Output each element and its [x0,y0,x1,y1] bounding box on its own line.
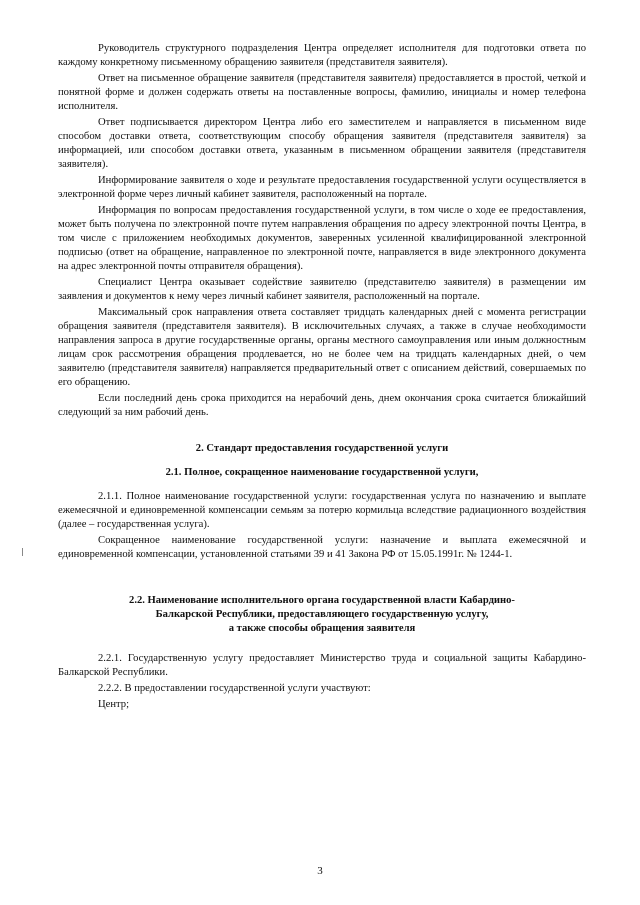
section-2-1-heading: 2.1. Полное, сокращенное наименование государственной услуги, [165,467,479,478]
paragraph: 2.2.1. Государственную услугу предоставляет Министерство труда и социальной защиты Кабардино-Балкарской Республики. [58,653,586,678]
paragraph: Ответ подписывается директором Центра либо его заместителем и направляется в письменном виде способом доставки ответа, соответствующим способу обращения заявителя (представителя заявителя) за информацией, или способом доставки ответа, указанным в письменном обращении заявителя (представителя заявителя). [58,117,586,170]
section-2-2-heading-line: Балкарской Республики, предоставляющего государственную услугу, [155,609,489,620]
paragraph: Специалист Центра оказывает содействие заявителю (представителю заявителя) в размещении им заявления и документов к нему через личный кабинет заявителя, расположенный на портале. [58,277,586,302]
paragraph: Центр; [98,699,130,710]
paragraph: Сокращенное наименование государственной услуги: назначение и выплата ежемесячной и единовременной компенсации, установленной статьями 39 и 41 Закона РФ от 15.05.1991г. № 1244-1. [58,535,586,560]
paragraph: Если последний день срока приходится на нерабочий день, днем окончания срока считается ближайший следующий за ним рабочий день. [58,393,586,418]
paragraph: Ответ на письменное обращение заявителя (представителя заявителя) предоставляется в простой, четкой и понятной форме и должен содержать ответы на поставленные вопросы, фамилию, инициалы и номер телефона исполнителя. [58,73,586,112]
paragraph: Руководитель структурного подразделения Центра определяет исполнителя для подготовки ответа по каждому конкретному письменному обращению заявителя (представителя заявителя). [58,43,586,68]
paragraph: 2.1.1. Полное наименование государственной услуги: государственная услуга по назначению и выплате ежемесячной и единовременной компенсации семьям за потерю кормильца вследствие радиационного воздействия (далее – государственная услуга). [58,491,586,530]
scan-artifact [22,548,23,556]
section-2-heading: 2. Стандарт предоставления государственной услуги [195,443,449,454]
section-2-2-heading-line: 2.2. Наименование исполнительного органа государственной власти Кабардино- [129,595,515,606]
page-number: 3 [317,865,323,877]
paragraph: 2.2.2. В предоставлении государственной услуги участвуют: [98,683,371,694]
paragraph: Информирование заявителя о ходе и результате предоставления государственной услуги осуществляется в электронной форме через личный кабинет заявителя, расположенный на портале. [58,175,586,200]
section-2-2-heading-line: а также способы обращения заявителя [228,623,416,634]
document-body [58,42,586,714]
paragraph: Максимальный срок направления ответа составляет тридцать календарных дней с момента регистрации обращения заявителя (представителя заявителя). В исключительных случаях, а также в случае необходимости направления запроса в другие государственные органы, органы местного самоуправления или иным должностным лицам срок рассмотрения обращения продлевается, но не более чем на тридцать календарных дней, о чем заявителю (представителя заявителя) направляется предварительный ответ с описанием действий, совершаемых по его обращению. [58,307,586,388]
paragraph: Информация по вопросам предоставления государственной услуги, в том числе о ходе ее предоставления, может быть получена по электронной почте путем направления обращения по адресу электронной почты Центра, в том числе с приложением необходимых документов, заверенных усиленной квалифицированной электронной подписью (ответ на обращение, направленное по электронной почте, направляется в виде электронного документа на адрес электронной почты отправителя обращения). [58,205,586,272]
